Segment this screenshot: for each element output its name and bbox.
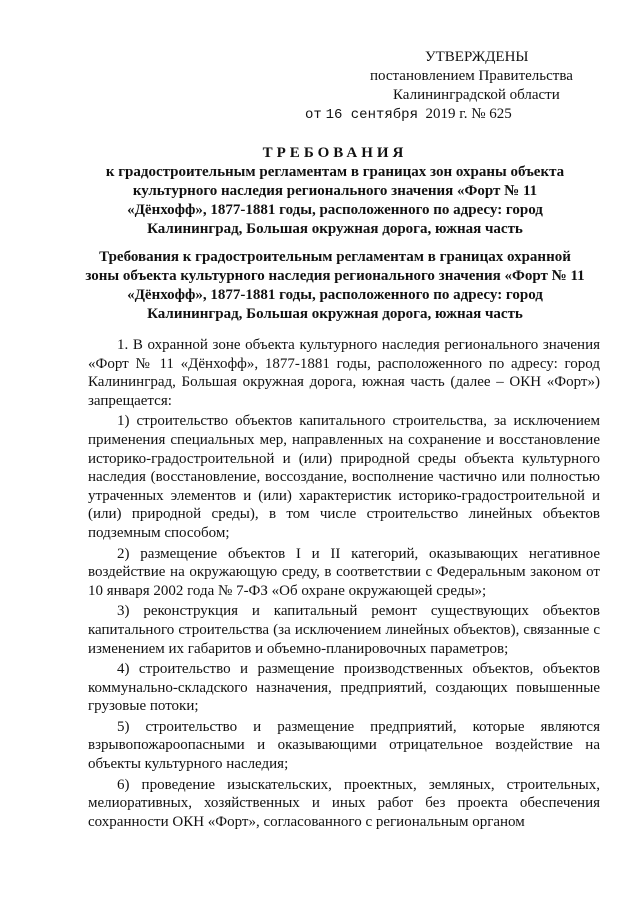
paragraph-1: 1. В охранной зоне объекта культурного наследия регионального значения «Форт № 11 «Дёнхофф», 1877-1881 годы, расположенного по адресу: город Калининград, Большая окружная дорога, южная часть (далее – ОКН «Форт») запрещается: — [88, 337, 600, 409]
document-title — [100, 144, 570, 239]
list-item-5: 5) строительство и размещение предприятий, которые являются взрывопожароопасными и оказывающими отрицательное воздействие на объекты культурного наследия; — [88, 718, 600, 773]
title-heading: ТРЕБОВАНИЯ — [262, 145, 408, 161]
title-text: к градостроительным регламентам в границах зон охраны объекта культурного наследия регионального значения «Форт № 11 «Дёнхофф», 1877-1881 годы, расположенного по адресу: город Калининград, Большая окружная дорога, южная часть — [105, 164, 565, 237]
approval-date: 16 сентября — [325, 107, 418, 123]
approval-region: Калининградской области — [393, 87, 560, 103]
list-item-6: 6) проведение изыскательских, проектных, земляных, строительных, мелиоративных, хозяйственных и иных работ без проекта обеспечения сохранности ОКН «Форт», согласованного с региональным органом — [88, 776, 600, 830]
section-subtitle: Требования к градостроительным регламентам в границах охранной зоны объекта культурного наследия регионального значения «Форт № 11 «Дёнхофф», 1877-1881 годы, расположенного по адресу: город Калининград, Большая окружная дорога, южная часть — [85, 249, 585, 322]
list-item-3: 3) реконструкция и капитальный ремонт существующих объектов капитального строительства (за исключением линейных объектов), связанные с изменением их габаритов и объемно-планировочных параметров; — [88, 603, 600, 657]
approval-stamp — [300, 48, 630, 125]
list-item-1: 1) строительство объектов капитального строительства, за исключением применения специальных мер, направленных на сохранение и восстановление историко-градостроительной и (или) природной среды объекта культурного наследия (восстановление, воссоздание, восполнение частично или полностью утраченных элементов и (или) характеристик историко-градостроительной и (или) природной среды), в том числе строительство линейных объектов подземным способом; — [88, 413, 600, 541]
approval-date-line — [300, 105, 630, 125]
date-prefix: от — [305, 107, 322, 123]
list-item-2: 2) размещение объектов I и II категорий, оказывающих негативное воздействие на окружающую среду, в соответствии с Федеральным законом от 10 января 2002 года № 7-ФЗ «Об охране окружающей среды»; — [88, 545, 600, 599]
approval-year: 2019 г. — [425, 106, 468, 122]
approval-resolution: постановлением Правительства — [370, 68, 573, 84]
approval-heading: УТВЕРЖДЕНЫ — [425, 49, 529, 65]
approval-number: № 625 — [471, 106, 512, 122]
document-body — [88, 336, 600, 833]
list-item-4: 4) строительство и размещение производственных объектов, объектов коммунально-складского назначения, предприятий, создающих повышенные грузовые потоки; — [88, 661, 600, 715]
